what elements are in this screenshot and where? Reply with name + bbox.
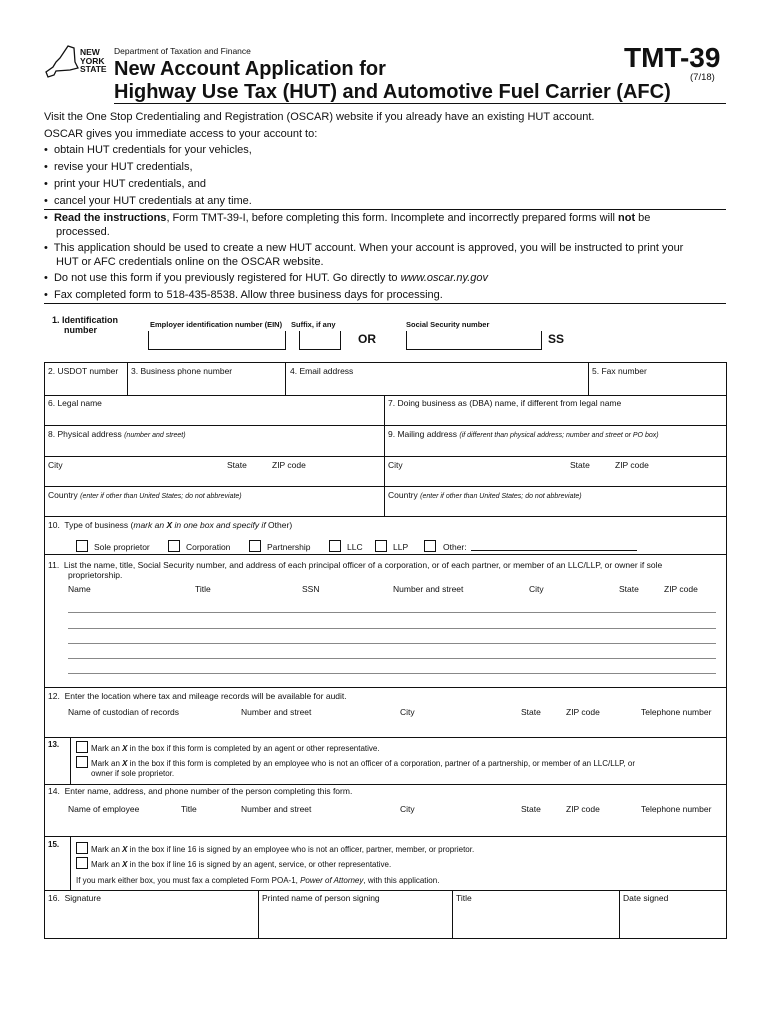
section-13-number: 13.	[48, 740, 60, 749]
records-city-field[interactable]: City	[400, 707, 415, 717]
intro-bullet: • revise your HUT credentials,	[44, 161, 193, 173]
officer-entry-line[interactable]	[68, 628, 716, 629]
custodian-name-field[interactable]: Name of custodian of records	[68, 707, 180, 717]
employee-checkbox[interactable]	[76, 756, 88, 768]
intro-rule	[44, 209, 726, 210]
form-revision: (7/18)	[690, 72, 715, 83]
intro-line1: Visit the One Stop Credentialing and Registration (OSCAR) website if you already have an existing HUT account.	[44, 111, 595, 123]
officer-entry-line[interactable]	[68, 658, 716, 659]
llc-checkbox[interactable]	[329, 540, 341, 552]
instruction-bullet-4: • Fax completed form to 518-435-8538. Allow three business days for processing.	[44, 289, 443, 301]
logo-text: NEW YORK STATE	[80, 47, 107, 74]
signature-field[interactable]: 16. Signature	[48, 893, 101, 903]
llc-label: LLC	[347, 542, 363, 552]
ssn-input[interactable]	[406, 331, 542, 350]
mailing-state-field[interactable]: State	[570, 460, 590, 470]
new-york-state-logo	[44, 44, 80, 80]
officer-entry-line[interactable]	[68, 612, 716, 613]
ein-input[interactable]	[148, 331, 286, 350]
records-phone-field[interactable]: Telephone number	[641, 707, 712, 717]
records-street-field[interactable]: Number and street	[241, 707, 312, 717]
other-checkbox[interactable]	[424, 540, 436, 552]
section-15-number: 15.	[48, 840, 60, 849]
intro-bullet: • obtain HUT credentials for your vehicles,	[44, 144, 252, 156]
legal-name-field[interactable]: 6. Legal name	[48, 398, 102, 408]
suffix-input[interactable]	[299, 331, 341, 350]
sole-proprietor-label: Sole proprietor	[94, 542, 150, 552]
officers-col-title: Title	[195, 584, 211, 594]
physical-address-field[interactable]: 8. Physical address (number and street)	[48, 429, 186, 439]
intro-bullet: • cancel your HUT credentials at any time.	[44, 195, 252, 207]
oscar-link[interactable]: www.oscar.ny.gov	[400, 272, 489, 284]
corporation-label: Corporation	[186, 542, 231, 552]
suffix-label: Suffix, if any	[291, 320, 336, 329]
intro-bullet: • print your HUT credentials, and	[44, 178, 207, 190]
or-text: OR	[358, 332, 376, 346]
partnership-label: Partnership	[267, 542, 311, 552]
employee-title-field[interactable]: Title	[181, 804, 197, 814]
officers-col-street: Number and street	[393, 584, 464, 594]
preparer-zip-field[interactable]: ZIP code	[566, 804, 600, 814]
printed-name-field[interactable]: Printed name of person signing	[262, 893, 380, 903]
physical-state-field[interactable]: State	[227, 460, 247, 470]
instruction-bullet-1-cont: processed.	[56, 226, 110, 238]
signer-employee-text: Mark an X in the box if line 16 is signed by an employee who is not an officer, partner, member, or proprietor.	[91, 845, 475, 854]
sole-proprietor-checkbox[interactable]	[76, 540, 88, 552]
records-zip-field[interactable]: ZIP code	[566, 707, 600, 717]
llp-label: LLP	[393, 542, 409, 552]
ssn-label: Social Security number	[406, 320, 490, 329]
dba-name-field[interactable]: 7. Doing business as (DBA) name, if different from legal name	[388, 398, 622, 408]
signer-title-field[interactable]: Title	[456, 893, 472, 903]
officers-col-zip: ZIP code	[664, 584, 698, 594]
id-label: 1. Identification number	[52, 315, 119, 335]
mailing-address-field[interactable]: 9. Mailing address (if different than physical address; number and street or PO box)	[388, 429, 659, 439]
partnership-checkbox[interactable]	[249, 540, 261, 552]
fax-field[interactable]: 5. Fax number	[592, 366, 647, 376]
records-state-field[interactable]: State	[521, 707, 541, 717]
instruction-bullet-3: • Do not use this form if you previously registered for HUT. Go directly to www.oscar.ny.gov	[44, 272, 489, 284]
officers-col-state: State	[619, 584, 639, 594]
corporation-checkbox[interactable]	[168, 540, 180, 552]
llp-checkbox[interactable]	[375, 540, 387, 552]
agent-option-text: Mark an X in the box if this form is completed by an agent or other representative.	[91, 744, 380, 753]
agency-name: Department of Taxation and Finance	[114, 46, 251, 56]
officer-entry-line[interactable]	[68, 673, 716, 674]
physical-country-field[interactable]: Country (enter if other than United States; do not abbreviate)	[48, 490, 242, 500]
agent-checkbox[interactable]	[76, 741, 88, 753]
officer-entry-line[interactable]	[68, 643, 716, 644]
usdot-field[interactable]: 2. USDOT number	[48, 366, 119, 376]
intro-line2: OSCAR gives you immediate access to your account to:	[44, 128, 318, 140]
poa-note: If you mark either box, you must fax a completed Form POA-1, Power of Attorney, with this application.	[76, 876, 440, 885]
preparer-state-field[interactable]: State	[521, 804, 541, 814]
records-instruction: 12. Enter the location where tax and mileage records will be available for audit.	[48, 691, 347, 701]
instruction-bullet-2: • This application should be used to create a new HUT account. When your account is approved, you will be instructed to print your	[44, 242, 684, 254]
officers-col-name: Name	[68, 584, 91, 594]
instruction-bullet-1: • Read the instructions, Form TMT-39-I, before completing this form. Incomplete and incorrectly prepared forms will not be	[44, 212, 651, 224]
business-phone-field[interactable]: 3. Business phone number	[131, 366, 233, 376]
physical-zip-field[interactable]: ZIP code	[272, 460, 306, 470]
signer-agent-checkbox[interactable]	[76, 857, 88, 869]
signer-agent-text: Mark an X in the box if line 16 is signed by an agent, service, or other representative.	[91, 860, 392, 869]
ein-label: Employer identification number (EIN)	[150, 320, 283, 329]
business-type-label: 10. Type of business (mark an X in one box and specify if Other)	[48, 520, 293, 530]
other-specify-input[interactable]	[471, 550, 637, 551]
other-label: Other:	[443, 542, 467, 552]
date-signed-field[interactable]: Date signed	[623, 893, 669, 903]
officers-instruction: 11. List the name, title, Social Security number, and address of each principal officer of a corporation, or of each partner, or member of an LLC/LLP, or owner if sole proprietorship.	[48, 560, 663, 580]
officers-col-ssn: SSN	[302, 584, 320, 594]
instruction-bullet-2-cont: HUT or AFC credentials online on the OSCAR website.	[56, 256, 324, 268]
signer-employee-checkbox[interactable]	[76, 842, 88, 854]
form-title-line1: New Account Application for	[114, 58, 386, 80]
ss-text: SS	[548, 332, 565, 346]
preparer-instruction: 14. Enter name, address, and phone number of the person completing this form.	[48, 786, 353, 796]
employee-option-text: Mark an X in the box if this form is completed by an employee who is not an officer of a corporation, partner of a partnership, or member of an LLC/LLP, or owner if sole proprietor.	[91, 759, 635, 778]
officers-col-city: City	[529, 584, 544, 594]
preparer-street-field[interactable]: Number and street	[241, 804, 312, 814]
preparer-phone-field[interactable]: Telephone number	[641, 804, 712, 814]
physical-city-field[interactable]: City	[48, 460, 63, 470]
mailing-zip-field[interactable]: ZIP code	[615, 460, 649, 470]
preparer-city-field[interactable]: City	[400, 804, 415, 814]
header-rule	[114, 103, 726, 104]
mailing-city-field[interactable]: City	[388, 460, 403, 470]
employee-name-field[interactable]: Name of employee	[68, 804, 140, 814]
instructions-rule	[44, 303, 726, 304]
mailing-country-field[interactable]: Country (enter if other than United States; do not abbreviate)	[388, 490, 582, 500]
form-number: TMT-39	[624, 42, 721, 73]
form-title-line2: Highway Use Tax (HUT) and Automotive Fuel Carrier (AFC)	[114, 81, 671, 103]
email-field[interactable]: 4. Email address	[290, 366, 354, 376]
